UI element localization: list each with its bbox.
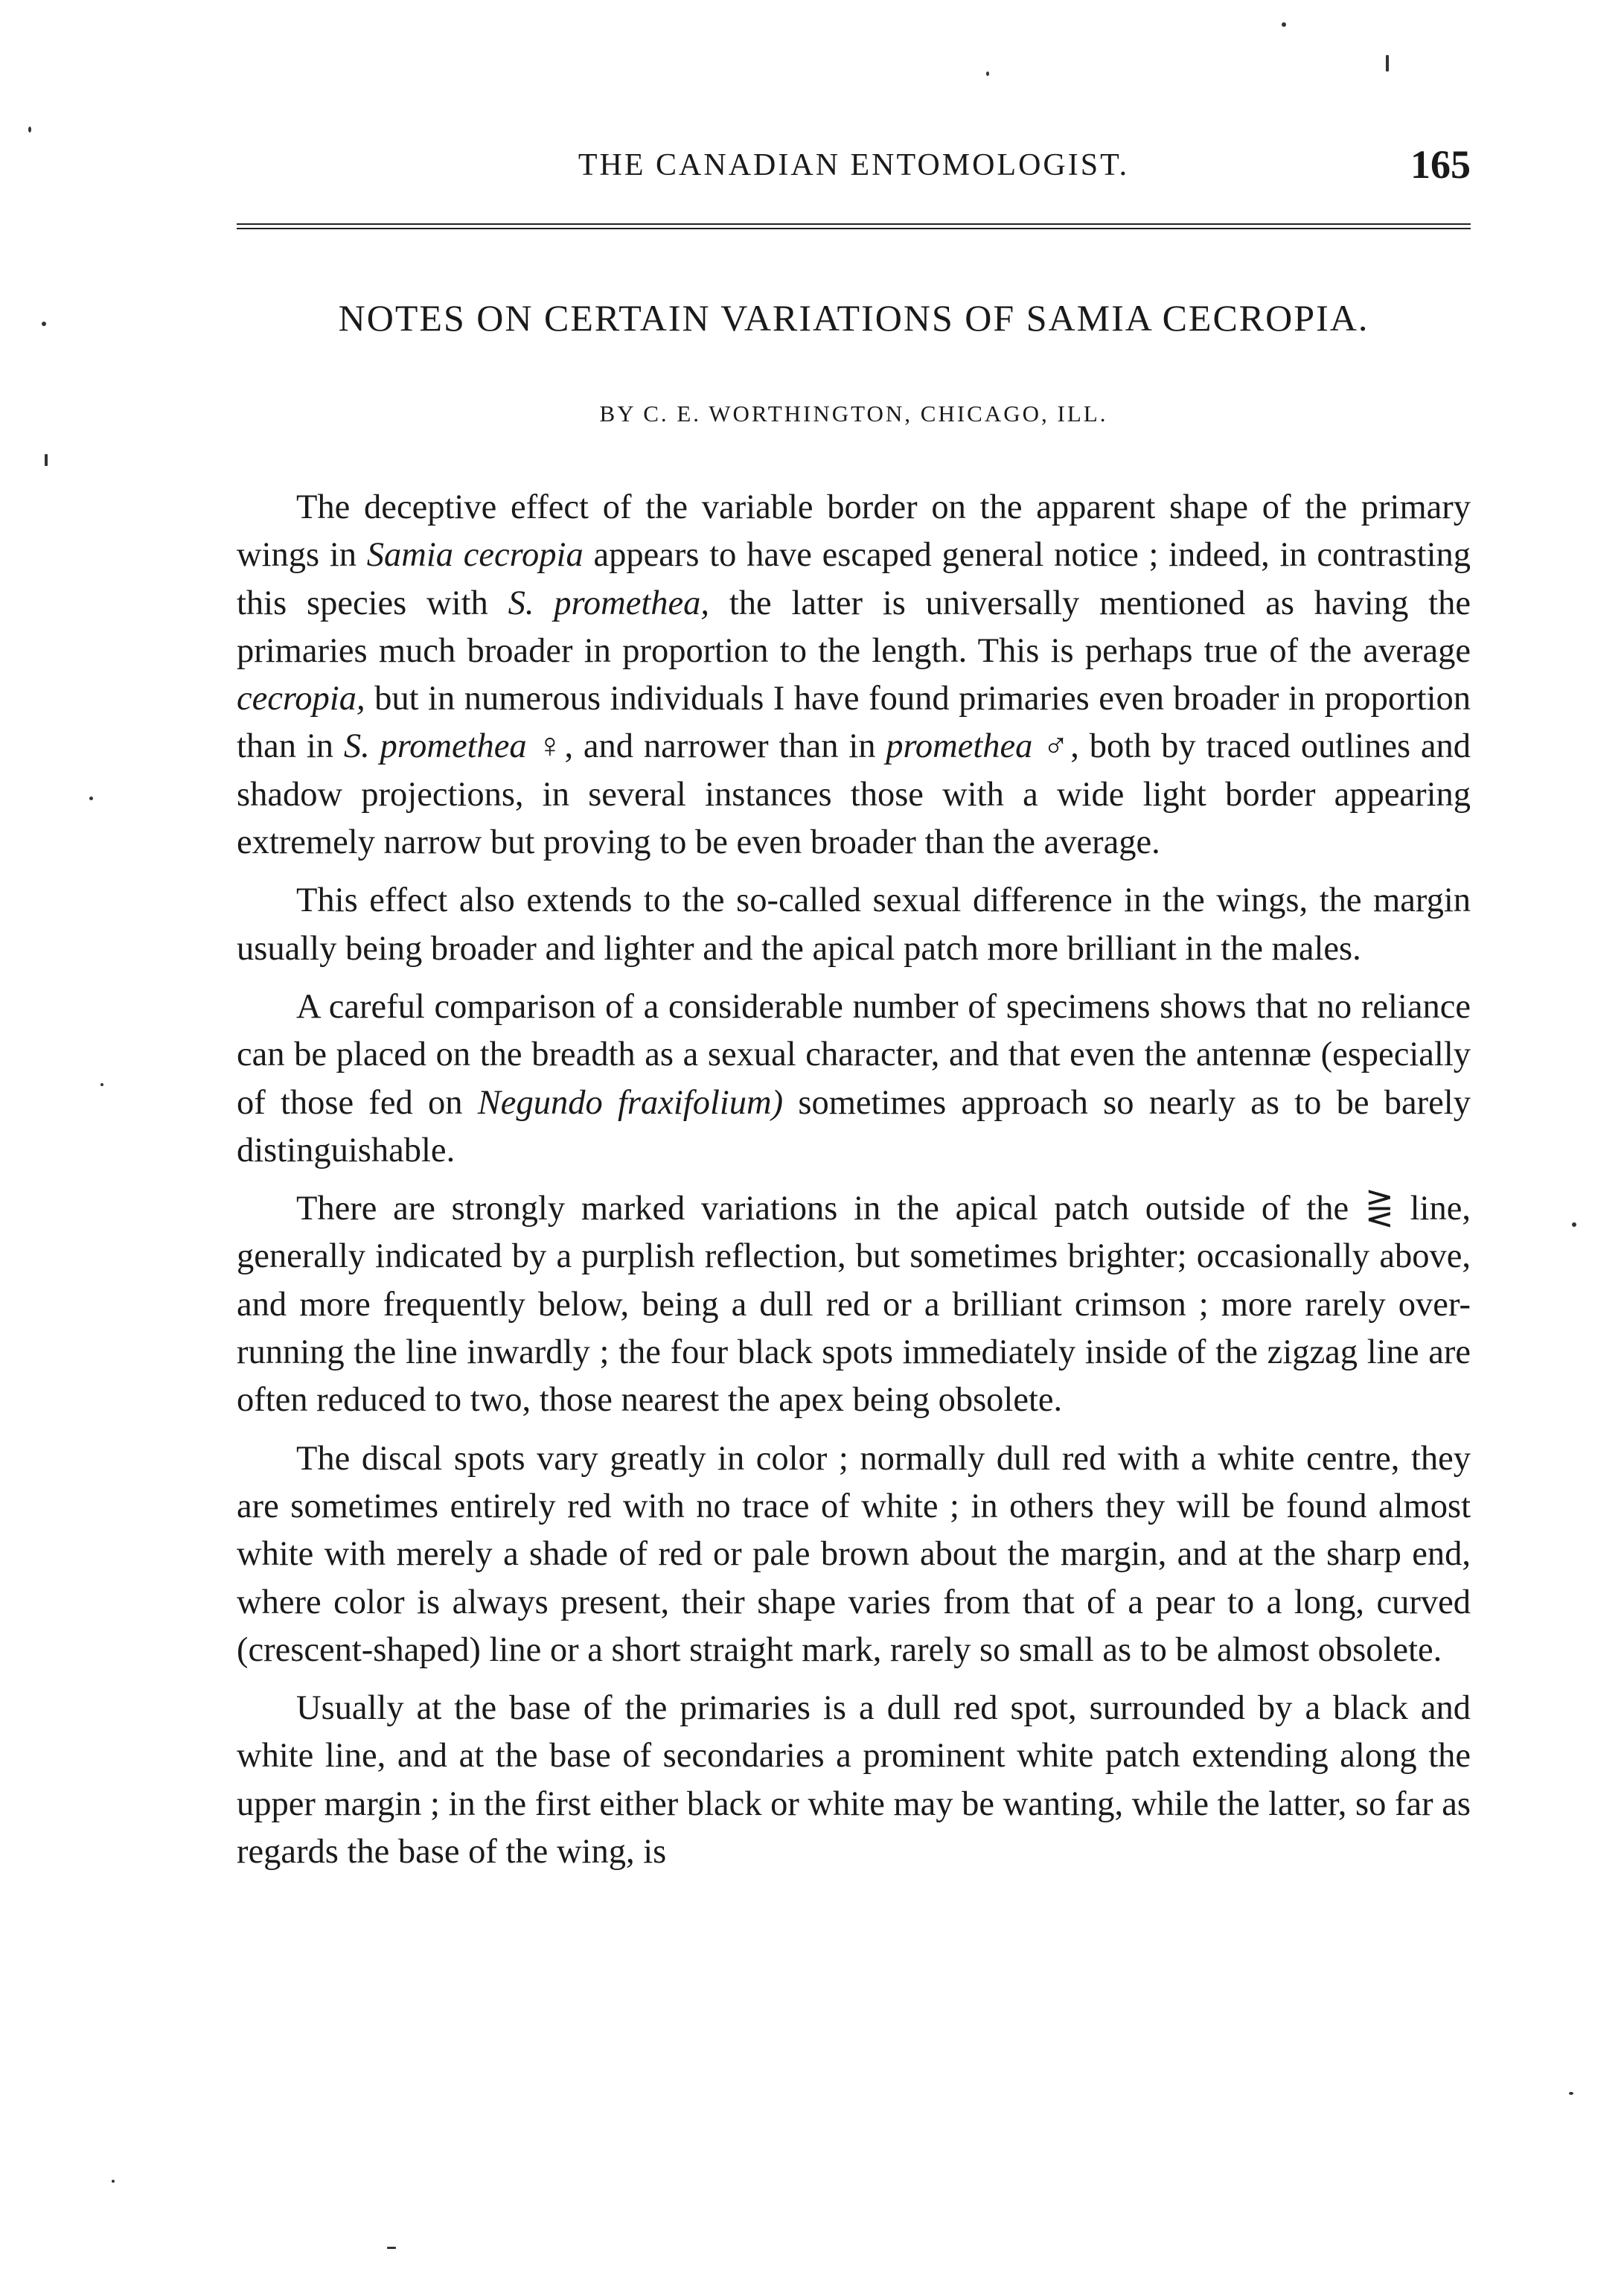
byline: BY C. E. WORTHINGTON, CHICAGO, ILL.: [599, 401, 1108, 427]
species-name: S. promethea,: [508, 584, 710, 622]
article-title: NOTES ON CERTAIN VARIATIONS OF SAMIA CECROPIA.: [338, 297, 1369, 339]
scan-speck: [100, 1083, 103, 1086]
paragraph-6: Usually at the base of the primaries is a dull red spot, surrounded by a black and white line, and at the base of secondaries a prominent white patch extending along the upper margin ; in the first either black or white may be wanting, while the latter, so far as regards the base of the wing, is: [237, 1689, 1471, 1872]
paragraph-5: The discal spots vary greatly in color ; normally dull red with a white centre, they are sometimes entirely red with no trace of white ; in others they will be found almost white with merely a shade of red or pale brown about the margin, and at the sharp end, where color is always present, their shape varies from that of a pear to a long, curved (crescent-shaped) line or a short straight mark, rarely so small as to be almost obsolete.: [237, 1439, 1471, 1669]
scan-speck: [1569, 2092, 1573, 2095]
scan-speck: [1386, 55, 1389, 71]
header-rule: [237, 223, 1471, 229]
paragraph-2: This effect also extends to the so-called sexual difference in the wings, the margin usually being broader and lighter and the apical patch more brilliant in the males.: [237, 881, 1471, 968]
scan-speck: [1572, 1222, 1576, 1227]
scan-speck: [45, 454, 48, 466]
male-symbol: ♂: [1032, 727, 1071, 766]
scan-speck: [89, 797, 93, 800]
journal-title: THE CANADIAN ENTOMOLOGIST.: [578, 148, 1130, 182]
paragraph-1: The deceptive effect of the variable border on the apparent shape of the primary wings in Samia cecropia appears to have escaped general notice ; indeed, in contrasting this species with S. promethea, the latter is universally mentioned as having the primaries much broader in proportion to the length. This is perhaps true of the average cecropia, but in numerous individuals I have found primaries even broader in proportion than in S. promethea ♀, and narrower than in promethea ♂, both by traced outlines and shadow projections, in several instances those with a wide light border appearing extremely narrow but proving to be even broader than the average.: [237, 488, 1471, 862]
scan-speck: [42, 322, 46, 326]
female-symbol: ♀: [526, 727, 565, 766]
scan-speck: [1282, 22, 1286, 27]
scan-speck: [28, 127, 31, 133]
running-head: [237, 141, 1471, 194]
zigzag-line-symbol: ⋛: [1364, 1190, 1394, 1228]
paragraph-3: A careful comparison of a considerable number of specimens shows that no reliance can be placed on the breadth as a sexual character, and that even the antennæ (especially of those fed on Negundo fraxifolium) sometimes approach so nearly as to be barely distinguishable.: [237, 987, 1471, 1170]
species-name: S. promethea: [343, 727, 527, 766]
species-name: promethea: [886, 727, 1033, 766]
plant-name: Negundo fraxifolium): [477, 1083, 784, 1122]
species-name: Samia cecropia: [366, 536, 584, 575]
scan-speck: [387, 2247, 396, 2249]
scan-speck: [112, 2180, 115, 2183]
article-body: [237, 484, 1471, 1886]
page-number: 165: [1410, 142, 1471, 187]
paragraph-4: There are strongly marked variations in the apical patch outside of the ⋛ line, generally indicated by a purplish reflection, but sometimes brighter; occasionally above, and more frequently below, being a dull red or a brilliant crimson ; more rarely over-running the line inwardly ; the four black spots immediately inside of the zigzag line are often reduced to two, those nearest the apex being obsolete.: [237, 1190, 1471, 1420]
species-name: cecropia,: [237, 680, 365, 718]
scan-speck: [986, 71, 989, 76]
